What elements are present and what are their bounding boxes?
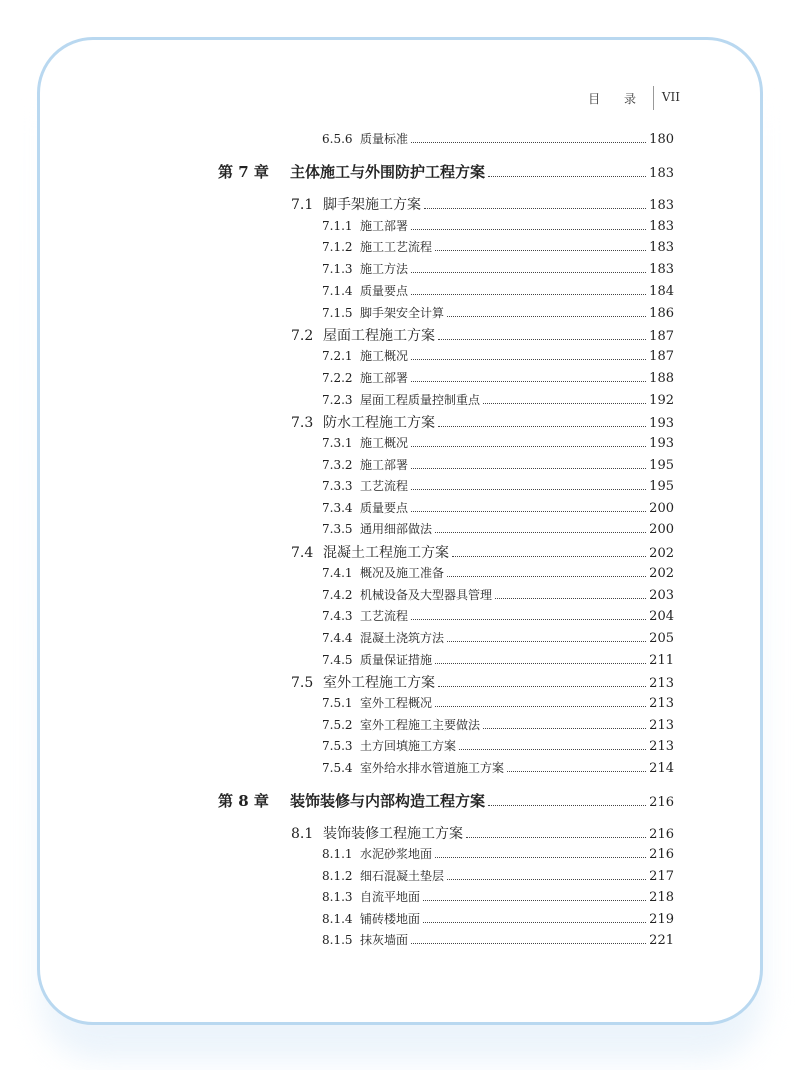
- toc-entry-subsection[interactable]: [322, 130, 674, 147]
- entry-page: 180: [649, 132, 674, 147]
- dot-leader: [411, 489, 646, 490]
- entry-page: 202: [649, 566, 674, 581]
- dot-leader: [507, 771, 646, 772]
- entry-title: 装饰装修工程施工方案: [323, 826, 463, 842]
- entry-title: 通用细部做法: [360, 522, 433, 536]
- entry-page: 219: [649, 912, 674, 927]
- entry-number: 7.3.2: [322, 458, 353, 472]
- entry-title: 施工概况: [360, 349, 409, 363]
- dot-leader: [447, 576, 646, 577]
- entry-number: 7.5: [291, 675, 314, 691]
- dot-leader: [435, 857, 646, 858]
- entry-title: 自流平地面: [360, 890, 421, 904]
- entry-page: 188: [649, 371, 674, 386]
- entry-page: 183: [649, 198, 674, 213]
- toc-entry-subsection[interactable]: [322, 217, 674, 234]
- entry-title: 水泥砂浆地面: [360, 847, 433, 861]
- toc-entry-subsection[interactable]: [322, 867, 674, 884]
- entry-title: 质量要点: [360, 501, 409, 515]
- dot-leader: [411, 619, 646, 620]
- entry-page: 213: [649, 676, 674, 691]
- entry-title: 铺砖楼地面: [360, 912, 421, 926]
- entry-title: 防水工程施工方案: [323, 415, 435, 431]
- entry-page: 202: [649, 546, 674, 561]
- toc-entry-section[interactable]: [291, 672, 674, 692]
- toc-entry-subsection[interactable]: [322, 845, 674, 862]
- toc-entry-subsection[interactable]: [322, 520, 674, 537]
- entry-number: 7.2: [291, 328, 314, 344]
- entry-page: 205: [649, 631, 674, 646]
- entry-page: 204: [649, 609, 674, 624]
- toc-entry-subsection[interactable]: [322, 499, 674, 516]
- entry-number: 8.1.1: [322, 847, 353, 861]
- entry-title: 工艺流程: [360, 609, 409, 623]
- toc-entry-subsection[interactable]: [322, 586, 674, 603]
- dot-leader: [438, 686, 646, 687]
- entry-number: 7.3.1: [322, 436, 353, 450]
- dot-leader: [447, 641, 646, 642]
- dot-leader: [411, 446, 646, 447]
- toc-entry-subsection[interactable]: [322, 759, 674, 776]
- entry-number: 7.5.4: [322, 761, 353, 775]
- dot-leader: [435, 250, 646, 251]
- toc-entry-subsection[interactable]: [322, 629, 674, 646]
- dot-leader: [435, 532, 646, 533]
- entry-number: 8.1.5: [322, 933, 353, 947]
- entry-number: 7.4.3: [322, 609, 353, 623]
- toc-entry-subsection[interactable]: [322, 369, 674, 386]
- toc-entry-subsection[interactable]: [322, 651, 674, 668]
- dot-leader: [423, 922, 646, 923]
- toc-entry-section[interactable]: [291, 542, 674, 562]
- entry-page: 213: [649, 696, 674, 711]
- entry-title: 屋面工程施工方案: [323, 328, 435, 344]
- entry-title: 主体施工与外围防护工程方案: [290, 163, 486, 181]
- entry-number: 7.1.5: [322, 306, 353, 320]
- entry-number: 第 8 章: [218, 792, 269, 810]
- dot-leader: [411, 294, 646, 295]
- dot-leader: [459, 749, 646, 750]
- entry-title: 施工方法: [360, 262, 409, 276]
- entry-page: 187: [649, 349, 674, 364]
- entry-number: 7.1.2: [322, 240, 353, 254]
- toc-entry-subsection[interactable]: [322, 304, 674, 321]
- entry-page: 216: [649, 847, 674, 862]
- entry-page: 195: [649, 458, 674, 473]
- entry-number: 7.1.3: [322, 262, 353, 276]
- dot-leader: [483, 403, 646, 404]
- entry-page: 200: [649, 522, 674, 537]
- toc-entry-subsection[interactable]: [322, 931, 674, 948]
- entry-title: 装饰装修与内部构造工程方案: [290, 792, 486, 810]
- toc-entry-subsection[interactable]: [322, 564, 674, 581]
- entry-title: 室外工程概况: [360, 696, 433, 710]
- entry-number: 7.2.3: [322, 393, 353, 407]
- entry-number: 7.1: [291, 197, 314, 213]
- entry-title: 工艺流程: [360, 479, 409, 493]
- dot-leader: [411, 142, 646, 143]
- entry-title: 室外工程施工方案: [323, 675, 435, 691]
- entry-page: 213: [649, 718, 674, 733]
- entry-number: 8.1: [291, 826, 314, 842]
- toc-entry-chapter[interactable]: [218, 161, 674, 182]
- dot-leader: [411, 511, 646, 512]
- entry-title: 施工工艺流程: [360, 240, 433, 254]
- dot-leader: [411, 943, 646, 944]
- running-head-divider: [653, 86, 654, 110]
- dot-leader: [411, 381, 646, 382]
- entry-number: 7.1.1: [322, 219, 353, 233]
- entry-page: 183: [649, 262, 674, 277]
- dot-leader: [466, 837, 646, 838]
- entry-number: 8.1.4: [322, 912, 353, 926]
- entry-number: 7.3.3: [322, 479, 353, 493]
- entry-number: 7.5.1: [322, 696, 353, 710]
- entry-title: 混凝土浇筑方法: [360, 631, 445, 645]
- entry-number: 7.3.5: [322, 522, 353, 536]
- entry-number: 7.4.5: [322, 653, 353, 667]
- entry-title: 质量要点: [360, 284, 409, 298]
- entry-number: 7.4.4: [322, 631, 353, 645]
- toc-entry-chapter[interactable]: [218, 790, 674, 811]
- entry-page: 213: [649, 739, 674, 754]
- entry-title: 室外工程施工主要做法: [360, 718, 481, 732]
- entry-page: 218: [649, 890, 674, 905]
- toc-entry-subsection[interactable]: [322, 607, 674, 624]
- dot-leader: [488, 176, 646, 177]
- entry-number: 7.2.2: [322, 371, 353, 385]
- entry-number: 6.5.6: [322, 132, 353, 146]
- entry-title: 机械设备及大型器具管理: [360, 588, 493, 602]
- dot-leader: [483, 728, 646, 729]
- toc-entry-subsection[interactable]: [322, 737, 674, 754]
- toc-entry-subsection[interactable]: [322, 456, 674, 473]
- dot-leader: [423, 900, 646, 901]
- dot-leader: [435, 663, 646, 664]
- toc-entry-section[interactable]: [291, 194, 674, 214]
- entry-title: 概况及施工准备: [360, 566, 445, 580]
- entry-title: 质量标准: [360, 132, 409, 146]
- entry-page: 200: [649, 501, 674, 516]
- entry-number: 7.2.1: [322, 349, 353, 363]
- entry-number: 8.1.2: [322, 869, 353, 883]
- dot-leader: [488, 805, 646, 806]
- entry-title: 混凝土工程施工方案: [323, 545, 449, 561]
- dot-leader: [411, 359, 646, 360]
- entry-page: 193: [649, 436, 674, 451]
- entry-number: 7.3.4: [322, 501, 353, 515]
- entry-page: 183: [649, 219, 674, 234]
- entry-page: 203: [649, 588, 674, 603]
- entry-title: 施工部署: [360, 458, 409, 472]
- entry-page: 186: [649, 306, 674, 321]
- dot-leader: [438, 426, 646, 427]
- entry-page: 211: [649, 653, 674, 668]
- entry-number: 7.4.2: [322, 588, 353, 602]
- toc-entry-subsection[interactable]: [322, 434, 674, 451]
- toc-entry-subsection[interactable]: [322, 391, 674, 408]
- entry-title: 抹灰墙面: [360, 933, 409, 947]
- entry-page: 187: [649, 329, 674, 344]
- entry-title: 施工部署: [360, 371, 409, 385]
- toc-entry-subsection[interactable]: [322, 238, 674, 255]
- entry-title: 细石混凝土垫层: [360, 869, 445, 883]
- entry-number: 7.5.2: [322, 718, 353, 732]
- dot-leader: [424, 208, 646, 209]
- entry-number: 7.5.3: [322, 739, 353, 753]
- entry-number: 8.1.3: [322, 890, 353, 904]
- dot-leader: [411, 229, 646, 230]
- running-head-page-number: VII: [661, 90, 680, 104]
- dot-leader: [452, 556, 646, 557]
- dot-leader: [495, 598, 646, 599]
- entry-number: 第 7 章: [218, 163, 269, 181]
- toc-entry-subsection[interactable]: [322, 694, 674, 711]
- entry-title: 土方回填施工方案: [360, 739, 457, 753]
- entry-number: 7.4: [291, 545, 314, 561]
- toc-entry-subsection[interactable]: [322, 910, 674, 927]
- entry-page: 216: [649, 795, 674, 810]
- toc-entry-subsection[interactable]: [322, 888, 674, 905]
- entry-title: 脚手架安全计算: [360, 306, 445, 320]
- entry-page: 183: [649, 166, 674, 181]
- entry-page: 183: [649, 240, 674, 255]
- entry-title: 施工部署: [360, 219, 409, 233]
- toc-entry-section[interactable]: [291, 325, 674, 345]
- dot-leader: [411, 468, 646, 469]
- dot-leader: [435, 706, 646, 707]
- dot-leader: [438, 339, 646, 340]
- entry-page: 184: [649, 284, 674, 299]
- entry-page: 221: [649, 933, 674, 948]
- entry-number: 7.3: [291, 415, 314, 431]
- toc-entry-subsection[interactable]: [322, 282, 674, 299]
- toc-entry-subsection[interactable]: [322, 260, 674, 277]
- running-head: [560, 86, 680, 110]
- dot-leader: [411, 272, 646, 273]
- running-head-title: 目 录: [588, 92, 646, 106]
- entry-number: 7.4.1: [322, 566, 353, 580]
- entry-title: 室外给水排水管道施工方案: [360, 761, 505, 775]
- toc-entry-subsection[interactable]: [322, 347, 674, 364]
- dot-leader: [447, 879, 646, 880]
- entry-page: 214: [649, 761, 674, 776]
- entry-title: 脚手架施工方案: [323, 197, 421, 213]
- entry-title: 屋面工程质量控制重点: [360, 393, 481, 407]
- toc-entry-section[interactable]: [291, 412, 674, 432]
- entry-page: 217: [649, 869, 674, 884]
- entry-page: 193: [649, 416, 674, 431]
- entry-page: 192: [649, 393, 674, 408]
- entry-title: 质量保证措施: [360, 653, 433, 667]
- toc-entry-subsection[interactable]: [322, 716, 674, 733]
- toc-entry-subsection[interactable]: [322, 477, 674, 494]
- toc-entry-section[interactable]: [291, 823, 674, 843]
- entry-page: 216: [649, 827, 674, 842]
- entry-title: 施工概况: [360, 436, 409, 450]
- entry-page: 195: [649, 479, 674, 494]
- entry-number: 7.1.4: [322, 284, 353, 298]
- dot-leader: [447, 316, 646, 317]
